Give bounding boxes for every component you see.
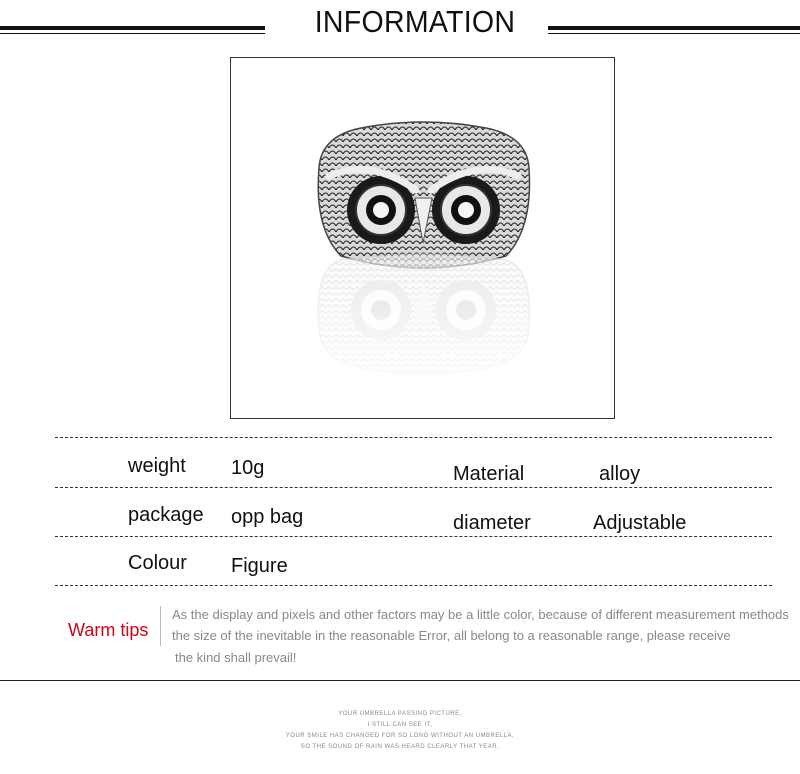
tips-line: As the display and pixels and other factors may be a little color, because of different measurement methods (172, 607, 789, 622)
footer-line: SO THE SOUND OF RAIN WAS HEARD CLEARLY THAT YEAR. (300, 744, 500, 750)
owl-ring-image (231, 58, 614, 418)
header-line-right-thin (548, 33, 800, 34)
divider-dashed (55, 437, 772, 438)
tips-divider (160, 606, 161, 646)
divider-dashed (55, 536, 772, 537)
footer-line: I STILL CAN SEE IT, (367, 722, 433, 728)
warm-tips-label: Warm tips (68, 620, 149, 640)
divider-dashed (55, 585, 772, 586)
header-line-right (548, 26, 800, 30)
package-value: opp bag (231, 506, 304, 528)
material-value: alloy (599, 463, 641, 485)
divider-dashed (55, 487, 772, 488)
material-label: Material (453, 463, 525, 485)
tips-line: the size of the inevitable in the reasonable Error, all belong to a reasonable range, please receive (172, 628, 731, 643)
colour-label: Colour (128, 552, 187, 574)
colour-value: Figure (231, 555, 288, 577)
tips-line: the kind shall prevail! (175, 650, 297, 665)
weight-value: 10g (231, 457, 265, 479)
header-line-left-thin (0, 33, 265, 34)
product-image-frame (230, 57, 615, 419)
diameter-value: Adjustable (593, 512, 687, 534)
footer-line: YOUR SMILE HAS CHANGED FOR SO LONG WITHOUT AN UMBRELLA, (285, 733, 515, 739)
page-title: INFORMATION (314, 4, 516, 39)
weight-label: weight (128, 455, 186, 477)
footer-divider (0, 680, 800, 681)
package-label: package (128, 504, 204, 526)
header-line-left (0, 26, 265, 30)
diameter-label: diameter (453, 512, 531, 534)
footer-line: YOUR UMBRELLA PASSING PICTURE, (338, 711, 462, 717)
